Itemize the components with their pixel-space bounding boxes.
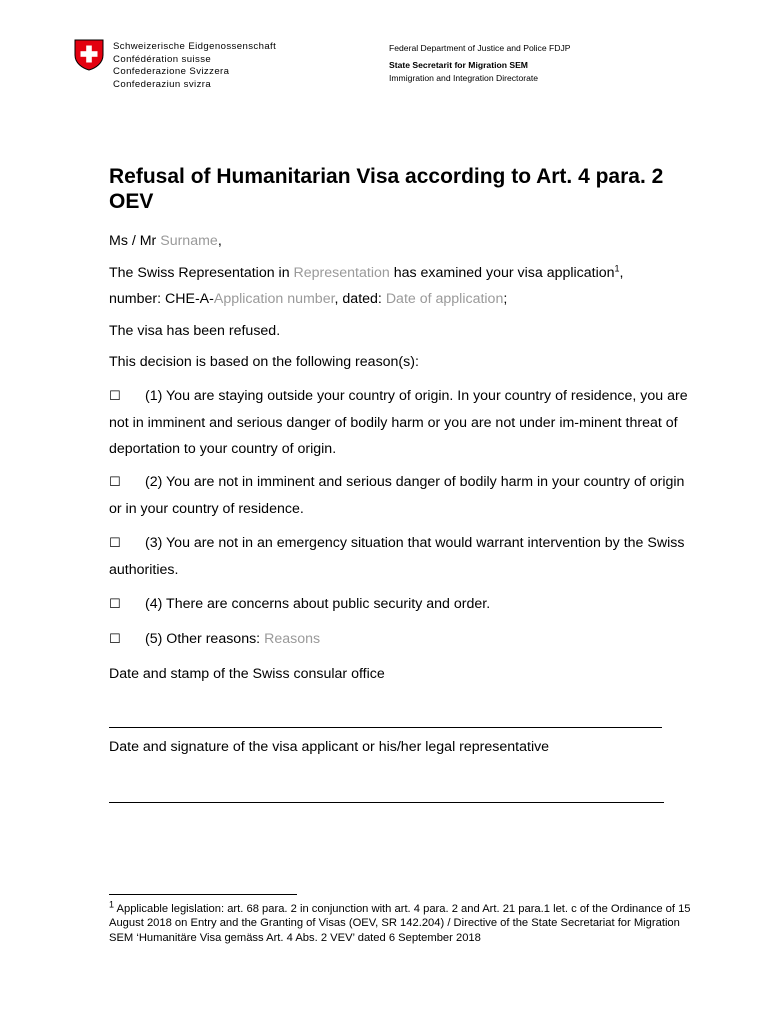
department-name: Federal Department of Justice and Police FDJP: [389, 43, 571, 53]
representation-field[interactable]: Representation: [293, 265, 390, 281]
document-title: Refusal of Humanitarian Visa according to Art. 4 para. 2 OEV: [109, 165, 664, 213]
confederation-name-rm: Confederaziun svizra: [113, 78, 212, 90]
stamp-label: Date and stamp of the Swiss consular office: [109, 666, 385, 682]
reason-5-text: (5) Other reasons:: [145, 631, 265, 647]
surname-field[interactable]: Surname: [160, 233, 218, 249]
secretariat-name: State Secretarit for Migration SEM: [389, 60, 528, 70]
swiss-coat-of-arms-icon: [74, 39, 104, 71]
footnote-divider: [109, 894, 297, 895]
confederation-names: [113, 41, 276, 91]
decision-text: This decision is based on the following reason(s):: [109, 354, 419, 370]
reason-2-checkbox[interactable]: ☐: [109, 475, 121, 490]
salutation-suffix: ,: [217, 233, 222, 249]
footnote-marker: 1: [109, 899, 115, 910]
footnote-ref: 1: [614, 263, 620, 274]
directorate-name: Immigration and Integration Directorate: [389, 73, 539, 83]
reason-4: [109, 591, 699, 618]
dated-text: , dated:: [334, 291, 386, 307]
salutation-prefix: Ms / Mr: [109, 233, 161, 249]
footnote-text: Applicable legislation: art. 68 para. 2 in conjunction with art. 4 para. 2 and Art. 21 para.1 let. c of the Ordinance of 15 August 2018 on Entry and the Granting of Visas (OEV, SR 142.204) / Directive of the State Secretariat for Migration SEM ‘Humanitäre Visa gemäss Art. 4 Abs. 2 VEV’ dated 6 September 2018: [109, 903, 691, 944]
reason-1: [109, 383, 694, 462]
application-number-field[interactable]: Application number: [213, 291, 335, 307]
application-date-field[interactable]: Date of application: [385, 291, 504, 307]
department-block: [389, 42, 571, 85]
reason-2: [109, 469, 699, 522]
confederation-name-de: Schweizerische Eidgenossenschaft: [113, 41, 277, 52]
other-reasons-field[interactable]: Reasons: [264, 631, 321, 647]
reason-5: [109, 626, 699, 653]
applicant-signature-line[interactable]: [109, 802, 664, 803]
reason-4-text: (4) There are concerns about public security and order.: [145, 596, 491, 612]
reason-3: [109, 530, 699, 583]
exam-text-3: ,: [619, 265, 624, 281]
reason-3-text: (3) You are not in an emergency situation that would warrant intervention by the Swiss authorities.: [109, 535, 685, 578]
exam-text-1: The Swiss Representation in: [109, 265, 294, 281]
examination-paragraph: [109, 260, 699, 312]
exam-text-2: has examined your visa application: [389, 265, 615, 281]
signature-label: Date and signature of the visa applicant or his/her legal representative: [109, 739, 550, 755]
reason-3-checkbox[interactable]: ☐: [109, 536, 121, 551]
footnote: [109, 899, 699, 945]
reason-1-checkbox[interactable]: ☐: [109, 389, 121, 404]
refused-text: The visa has been refused.: [109, 323, 281, 339]
semicolon: ;: [503, 291, 508, 307]
salutation: [109, 228, 699, 254]
reason-4-checkbox[interactable]: ☐: [109, 597, 121, 612]
confederation-name-fr: Confédération suisse: [113, 53, 212, 65]
reason-2-text: (2) You are not in imminent and serious danger of bodily harm in your country of origin or in your country of residence.: [109, 474, 685, 517]
number-prefix: number: CHE-A-: [109, 291, 214, 307]
reason-1-text: (1) You are staying outside your country of origin. In your country of residence, you are not in imminent and serious danger of bodily harm or you are not under im-minent threat of deportation to your country of origin.: [109, 388, 688, 457]
confederation-name-it: Confederazione Svizzera: [113, 66, 230, 78]
stamp-signature-line[interactable]: [109, 727, 662, 728]
reason-5-checkbox[interactable]: ☐: [109, 632, 121, 647]
